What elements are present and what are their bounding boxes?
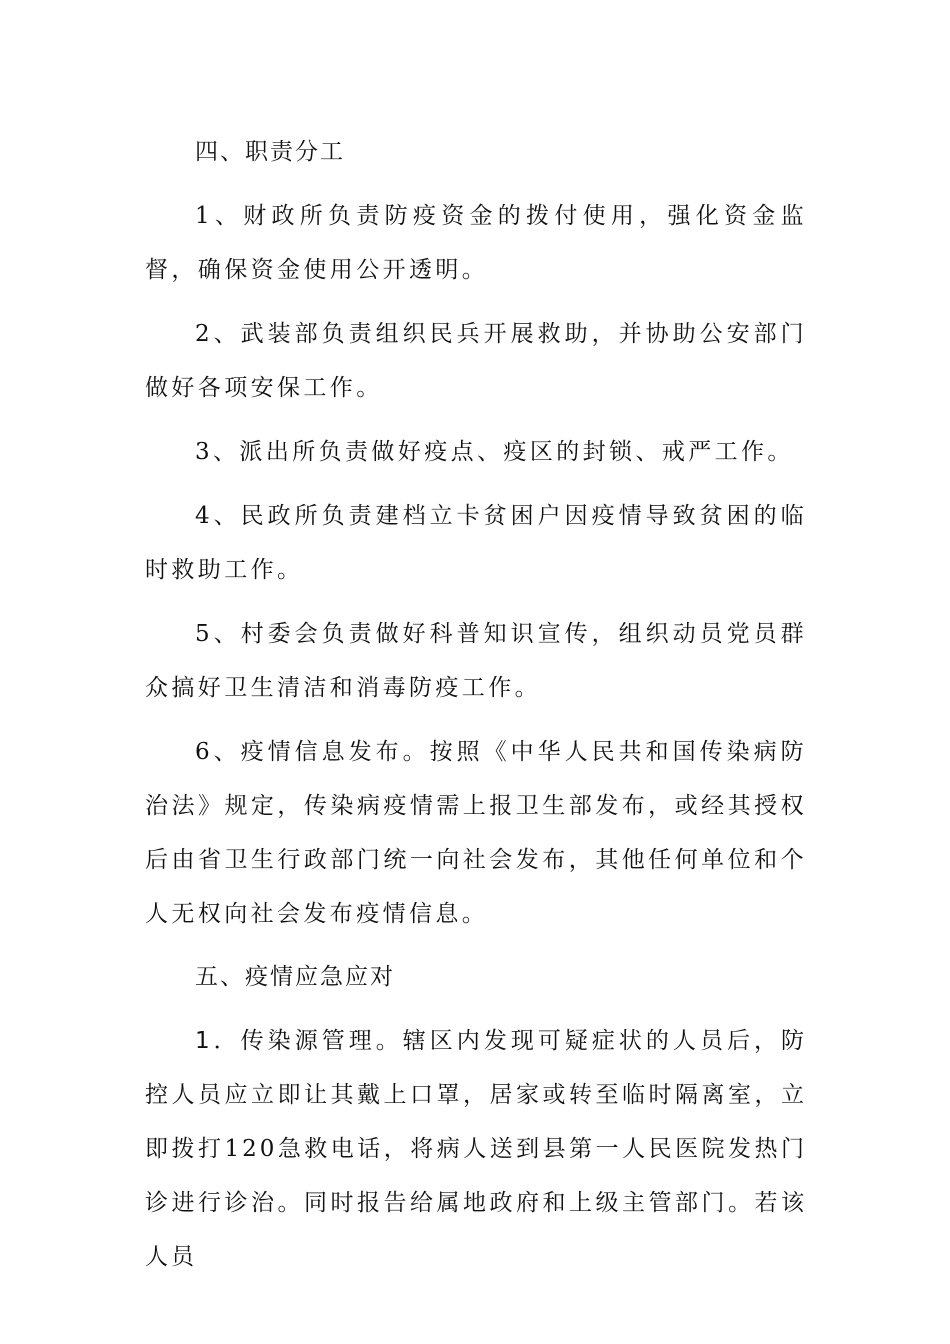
section-heading-emergency: 五、疫情应急应对: [195, 964, 395, 990]
emergency-item-lead: 1．传染源管理。: [195, 1028, 403, 1054]
duty-item-village-committee: 5、村委会负责做好科普知识宣传，组织动员党员群众搞好卫生清洁和消毒防疫工作。: [145, 621, 807, 701]
emergency-item-source-management: [145, 1014, 807, 1284]
duty-item-finance: 1、财政所负责防疫资金的拨付使用，强化资金监督，确保资金使用公开透明。: [145, 203, 807, 283]
duty-item-civil-affairs: 4、民政所负责建档立卡贫困户因疫情导致贫困的临时救助工作。: [145, 503, 807, 583]
emergency-item-text: 辖区内发现可疑症状的人员后，防控人员应立即让其戴上口罩，居家或转至临时隔离室，立即拨打120急救电话，将病人送到县第一人民医院发热门诊进行诊治。同时报告给属地政府和上级主管部门。若该人员: [145, 1028, 807, 1270]
duty-item-armed-forces: 2、武装部负责组织民兵开展救助，并协助公安部门做好各项安保工作。: [145, 321, 807, 401]
duty-item-info-release: 6、疫情信息发布。按照《中华人民共和国传染病防治法》规定，传染病疫情需上报卫生部发布，或经其授权后由省卫生行政部门统一向社会发布，其他任何单位和个人无权向社会发布疫情信息。: [145, 739, 807, 927]
duty-item-police: 3、派出所负责做好疫点、疫区的封锁、戒严工作。: [195, 439, 794, 465]
section-heading-duties: 四、职责分工: [195, 139, 345, 165]
document-body: [145, 126, 807, 1294]
